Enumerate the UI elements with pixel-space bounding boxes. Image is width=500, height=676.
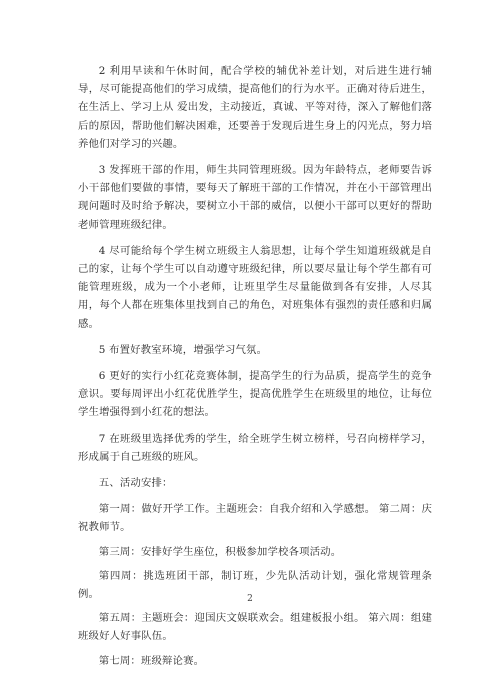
paragraph-5: 5 布置好教室环境，增强学习气氛。 bbox=[98, 343, 268, 356]
document-body bbox=[78, 62, 432, 676]
paragraph-3: 3 发挥班干部的作用，师生共同管理班级。因为年龄特点，老师要告诉小干部他们要做的事情，要每天了解班干部的工作情况，并在小干部管理出现问题时及时给予解决，要树立小干部的威信，以便小干部可以更好的帮助老师管理班级纪律。 bbox=[78, 164, 432, 231]
schedule-item: 第一周：做好开学工作。主题班会：自我介绍和入学感想。 第二周：庆祝教师节。 bbox=[78, 503, 432, 534]
section-heading: 五、活动安排： bbox=[98, 477, 173, 490]
schedule-item: 第三周：安排好学生座位，积极参加学校各项活动。 bbox=[98, 545, 342, 558]
schedule-item: 第七周：班级辩论赛。 bbox=[98, 654, 205, 667]
page-number: 2 bbox=[247, 594, 253, 604]
paragraph-7: 7 在班级里选择优秀的学生，给全班学生树立榜样，号召向榜样学习，形成属于自己班级的班风。 bbox=[78, 432, 432, 463]
paragraph-2: 2 利用早读和午休时间，配合学校的辅优补差计划，对后进生进行辅导，尽可能提高他们的学习成绩，提高他们的行为水平。正确对待后进生，在生活上、学习上从 爱出发，主动接近，真诚、平等对待，深入了解他们落后的原因，帮助他们解决困难，还要善于发现后进生身上的闪光点，努力培养他们对学习的兴趣。 bbox=[78, 65, 432, 150]
paragraph-4: 4 尽可能给每个学生树立班级主人翁思想，让每个学生知道班级就是自己的家，让每个学生可以自动遵守班级纪律，所以要尽量让每个学生都有可能管理班级，成为一个小老师，让班里学生尽量能做到各有安排，人尽其用，每个人都在班集体里找到自己的角色，对班集体有强烈的责任感和归属感。 bbox=[78, 244, 432, 330]
schedule-item: 第五周：主题班会：迎国庆文娱联欢会。组建板报小组。 第六周：组建班级好人好事队伍。 bbox=[78, 612, 432, 643]
paragraph-6: 6 更好的实行小红花竞赛体制，提高学生的行为品质，提高学生的竞争意识。要每周评出小红花优胜学生，提高优胜学生在班级里的地位，让每位学生增强得到小红花的想法。 bbox=[78, 370, 432, 419]
schedule-item: 第四周：挑选班团干部，制订班，少先队活动计划，强化常规管理条例。 bbox=[78, 569, 432, 601]
